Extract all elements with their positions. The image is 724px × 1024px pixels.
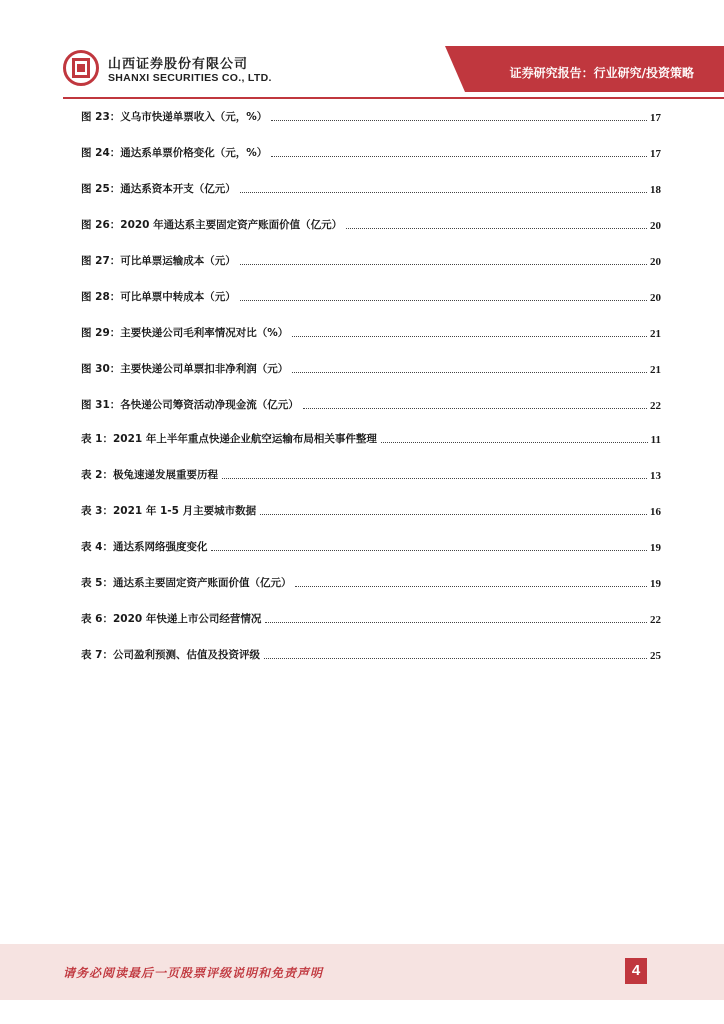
toc-entry-label: 图 27：可比单票运输成本（元） bbox=[81, 255, 236, 267]
toc-entry-page: 22 bbox=[650, 400, 661, 412]
shanxi-securities-logo-icon bbox=[63, 50, 99, 86]
toc-entry-label: 表 3：2021 年 1-5 月主要城市数据 bbox=[81, 505, 257, 517]
toc-entry-page: 18 bbox=[650, 184, 661, 196]
header-red-band bbox=[0, 0, 724, 100]
toc-entry-page: 20 bbox=[650, 220, 661, 232]
toc-entry[interactable] bbox=[81, 608, 661, 626]
toc-entry-page: 16 bbox=[650, 506, 661, 518]
toc-leader-dots bbox=[240, 300, 647, 301]
toc-entry[interactable] bbox=[81, 644, 661, 662]
toc-entry-page: 17 bbox=[650, 148, 661, 160]
toc-entry[interactable] bbox=[81, 106, 661, 124]
toc-entry[interactable] bbox=[81, 286, 661, 304]
header-divider bbox=[63, 97, 724, 99]
toc-entry-label: 图 26：2020 年通达系主要固定资产账面价值（亿元） bbox=[81, 219, 343, 231]
toc-leader-dots bbox=[295, 586, 647, 587]
toc-entry-label: 图 24：通达系单票价格变化（元，%） bbox=[81, 147, 268, 159]
toc-entry[interactable] bbox=[81, 250, 661, 268]
toc-entry-label: 图 28：可比单票中转成本（元） bbox=[81, 291, 236, 303]
toc-leader-dots bbox=[240, 192, 647, 193]
toc-entry[interactable] bbox=[81, 322, 661, 340]
company-name-cn: 山西证券股份有限公司 bbox=[108, 57, 249, 72]
toc-leader-dots bbox=[240, 264, 647, 265]
toc-entry[interactable] bbox=[81, 428, 661, 446]
toc-entry-page: 19 bbox=[650, 578, 661, 590]
company-name-en: SHANXI SECURITIES CO., LTD. bbox=[108, 72, 272, 84]
toc-entry-label: 表 4：通达系网络强度变化 bbox=[81, 541, 208, 553]
toc-entry[interactable] bbox=[81, 464, 661, 482]
page-number: 4 bbox=[625, 958, 647, 984]
toc-entry-label: 表 7：公司盈利预测、估值及投资评级 bbox=[81, 649, 260, 661]
toc-entry[interactable] bbox=[81, 536, 661, 554]
toc-entry-page: 21 bbox=[650, 328, 661, 340]
toc-entry-page: 22 bbox=[650, 614, 661, 626]
toc-leader-dots bbox=[222, 478, 647, 479]
toc-entry-page: 20 bbox=[650, 292, 661, 304]
toc-leader-dots bbox=[292, 336, 647, 337]
toc-leader-dots bbox=[292, 372, 647, 373]
toc-entry-page: 13 bbox=[650, 470, 661, 482]
toc-entry-label: 表 6：2020 年快递上市公司经营情况 bbox=[81, 613, 262, 625]
toc-entry-label: 表 2：极兔速递发展重要历程 bbox=[81, 469, 218, 481]
toc-entry[interactable] bbox=[81, 214, 661, 232]
toc-entry[interactable] bbox=[81, 178, 661, 196]
toc-entry-label: 表 5：通达系主要固定资产账面价值（亿元） bbox=[81, 577, 292, 589]
toc-entry-label: 表 1：2021 年上半年重点快递企业航空运输布局相关事件整理 bbox=[81, 433, 377, 445]
toc-entry-label: 图 25：通达系资本开支（亿元） bbox=[81, 183, 236, 195]
toc-entry-label: 图 31：各快递公司筹资活动净现金流（亿元） bbox=[81, 399, 299, 411]
toc-leader-dots bbox=[381, 442, 648, 443]
toc-leader-dots bbox=[211, 550, 647, 551]
toc-entry-page: 11 bbox=[650, 434, 661, 446]
toc-leader-dots bbox=[265, 622, 647, 623]
page-footer bbox=[0, 944, 724, 1004]
toc-entry-page: 20 bbox=[650, 256, 661, 268]
toc-entry-label: 图 30：主要快递公司单票扣非净利润（元） bbox=[81, 363, 289, 375]
toc-entry-page: 21 bbox=[650, 364, 661, 376]
toc-entry-page: 25 bbox=[650, 650, 661, 662]
disclaimer-text: 请务必阅读最后一页股票评级说明和免责声明 bbox=[63, 966, 324, 980]
toc-entry[interactable] bbox=[81, 500, 661, 518]
toc-entry-label: 图 29：主要快递公司毛利率情况对比（%） bbox=[81, 327, 289, 339]
toc-leader-dots bbox=[260, 514, 647, 515]
toc-entry-label: 图 23：义乌市快递单票收入（元，%） bbox=[81, 111, 268, 123]
toc-leader-dots bbox=[271, 120, 647, 121]
toc-leader-dots bbox=[271, 156, 647, 157]
toc-leader-dots bbox=[303, 408, 647, 409]
report-category-tag: 证券研究报告：行业研究/投资策略 bbox=[509, 66, 694, 80]
toc-leader-dots bbox=[264, 658, 647, 659]
toc-entry-page: 17 bbox=[650, 112, 661, 124]
toc-entry-page: 19 bbox=[650, 542, 661, 554]
toc-entry[interactable] bbox=[81, 142, 661, 160]
toc-leader-dots bbox=[346, 228, 647, 229]
toc-entry[interactable] bbox=[81, 394, 661, 412]
toc-entry[interactable] bbox=[81, 572, 661, 590]
toc-entry[interactable] bbox=[81, 358, 661, 376]
page-header bbox=[0, 0, 724, 100]
